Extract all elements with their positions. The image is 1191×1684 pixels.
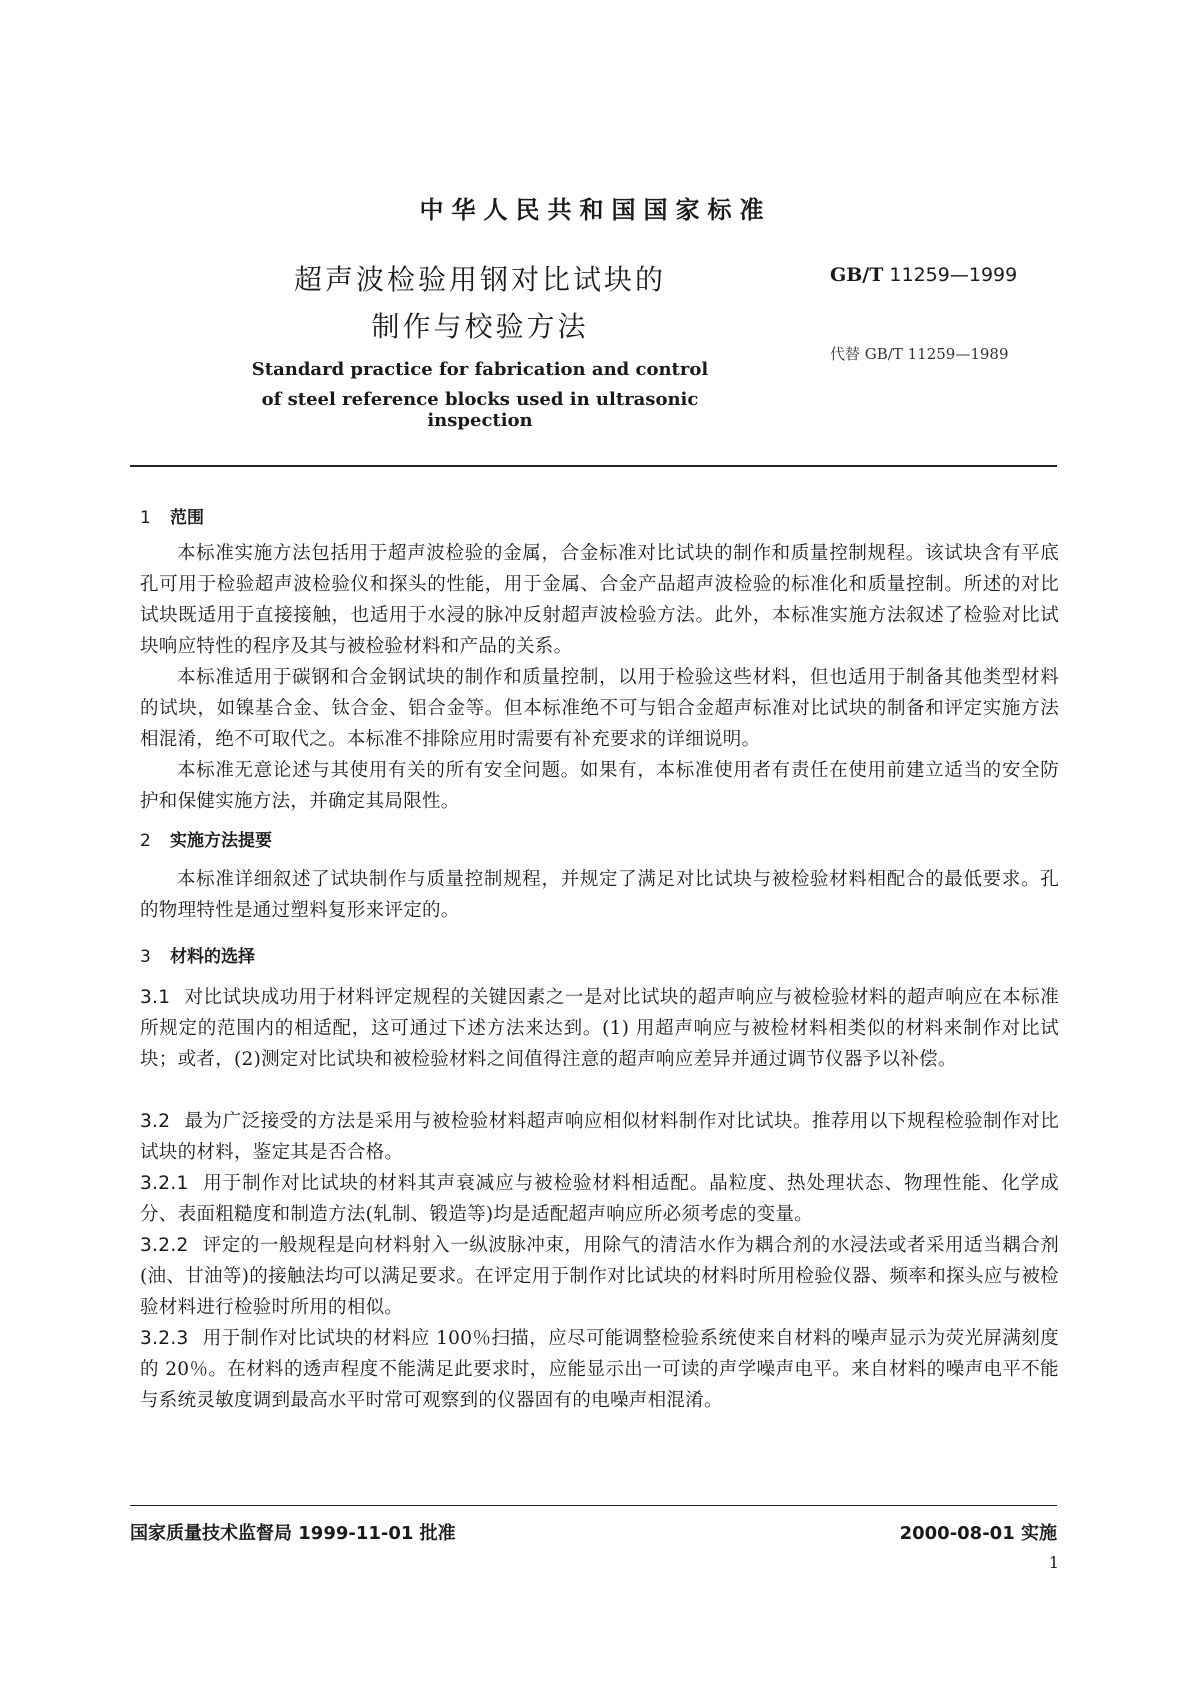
clause-text: 用于制作对比试块的材料应 100％扫描，应尽可能调整检验系统使来自材料的噪声显示为荧光屏满刻度的 20％。在材料的透声程度不能满足此要求时，应能显示出一可读的声学噪声电平。来自材料的噪声电平不能与系统灵敏度调到最高水平时常可观察到的仪器固有的电噪声相混淆。	[140, 1328, 1059, 1411]
replaces-note: 代替 GB/T 11259—1989	[830, 345, 1009, 363]
clause-3-2-3	[140, 1323, 1059, 1416]
paragraph-scope-3: 本标准无意论述与其使用有关的所有安全问题。如果有，本标准使用者有责任在使用前建立适当的安全防护和保健实施方法，并确定其局限性。	[140, 760, 1059, 812]
page-number: 1	[1048, 1553, 1059, 1572]
section-title: 材料的选择	[170, 947, 255, 967]
section-3-heading	[140, 942, 255, 967]
clause-3-1	[140, 982, 1059, 1075]
section-1-heading	[140, 503, 204, 528]
section-title: 实施方法提要	[170, 831, 272, 851]
clause-number: 3.1	[140, 987, 171, 1008]
title-line-2: 制作与校验方法	[371, 310, 589, 343]
header-divider	[130, 465, 1057, 467]
national-standard-header: 中华人民共和国国家标准	[419, 196, 772, 224]
clause-number: 3.2.1	[140, 1173, 189, 1194]
standard-code-prefix: GB/T	[830, 264, 884, 286]
section-title: 范围	[170, 508, 204, 528]
standard-code-number: 11259—1999	[889, 264, 1018, 286]
clause-3-2-1	[140, 1168, 1059, 1230]
clause-number: 3.2.2	[140, 1235, 189, 1256]
clause-text: 评定的一般规程是向材料射入一纵波脉冲束，用除气的清洁水作为耦合剂的水浸法或者采用适当耦合剂(油、甘油等)的接触法均可以满足要求。在评定用于制作对比试块的材料时所用检验仪器、频率和探头应与被检验材料进行检验时所用的相似。	[140, 1235, 1059, 1318]
paragraph-scope-2: 本标准适用于碳钢和合金钢试块的制作和质量控制，以用于检验这些材料，但也适用于制备其他类型材料的试块，如镍基合金、钛合金、铝合金等。但本标准绝不可与铝合金超声标准对比试块的制备和评定实施方法相混淆，绝不可取代之。本标准不排除应用时需要有补充要求的详细说明。	[140, 667, 1059, 750]
english-title-line-2: of steel reference blocks used in ultrasonic inspection	[261, 389, 699, 431]
section-2-heading	[140, 826, 272, 851]
section-number: 3	[140, 947, 151, 967]
english-title-line-1: Standard practice for fabrication and control	[251, 359, 709, 380]
section-number: 1	[140, 508, 151, 528]
approval-date: 国家质量技术监督局 1999-11-01 批准	[130, 1523, 456, 1544]
footer-divider	[130, 1505, 1057, 1506]
clause-number: 3.2	[140, 1111, 171, 1132]
section-number: 2	[140, 831, 151, 851]
clause-text: 最为广泛接受的方法是采用与被检验材料超声响应相似材料制作对比试块。推荐用以下规程检验制作对比试块的材料，鉴定其是否合格。	[140, 1111, 1059, 1163]
clause-3-2-2	[140, 1230, 1059, 1323]
standard-code	[830, 264, 1017, 286]
clause-text: 对比试块成功用于材料评定规程的关键因素之一是对比试块的超声响应与被检验材料的超声响应在本标准所规定的范围内的相适配，这可通过下述方法来达到。(1) 用超声响应与被检材料相类似的材料来制作对比试块；或者，(2)测定对比试块和被检验材料之间值得注意的超声响应差异并通过调节仪器予以补偿。	[140, 987, 1059, 1070]
title-line-1: 超声波检验用钢对比试块的	[293, 263, 666, 296]
clause-number: 3.2.3	[140, 1328, 189, 1349]
clause-3-2	[140, 1106, 1059, 1168]
clause-text: 用于制作对比试块的材料其声衰减应与被检验材料相适配。晶粒度、热处理状态、物理性能、化学成分、表面粗糙度和制造方法(轧制、锻造等)均是适配超声响应所必须考虑的变量。	[140, 1173, 1059, 1225]
paragraph-summary: 本标准详细叙述了试块制作与质量控制规程，并规定了满足对比试块与被检验材料相配合的最低要求。孔的物理特性是通过塑料复形来评定的。	[140, 869, 1059, 921]
paragraph-scope-1: 本标准实施方法包括用于超声波检验的金属，合金标准对比试块的制作和质量控制规程。该试块含有平底孔可用于检验超声波检验仪和探头的性能，用于金属、合金产品超声波检验的标准化和质量控制。所述的对比试块既适用于直接接触，也适用于水浸的脉冲反射超声波检验方法。此外，本标准实施方法叙述了检验对比试块响应特性的程序及其与被检验材料和产品的关系。	[140, 543, 1059, 657]
effective-date: 2000-08-01 实施	[899, 1523, 1057, 1544]
